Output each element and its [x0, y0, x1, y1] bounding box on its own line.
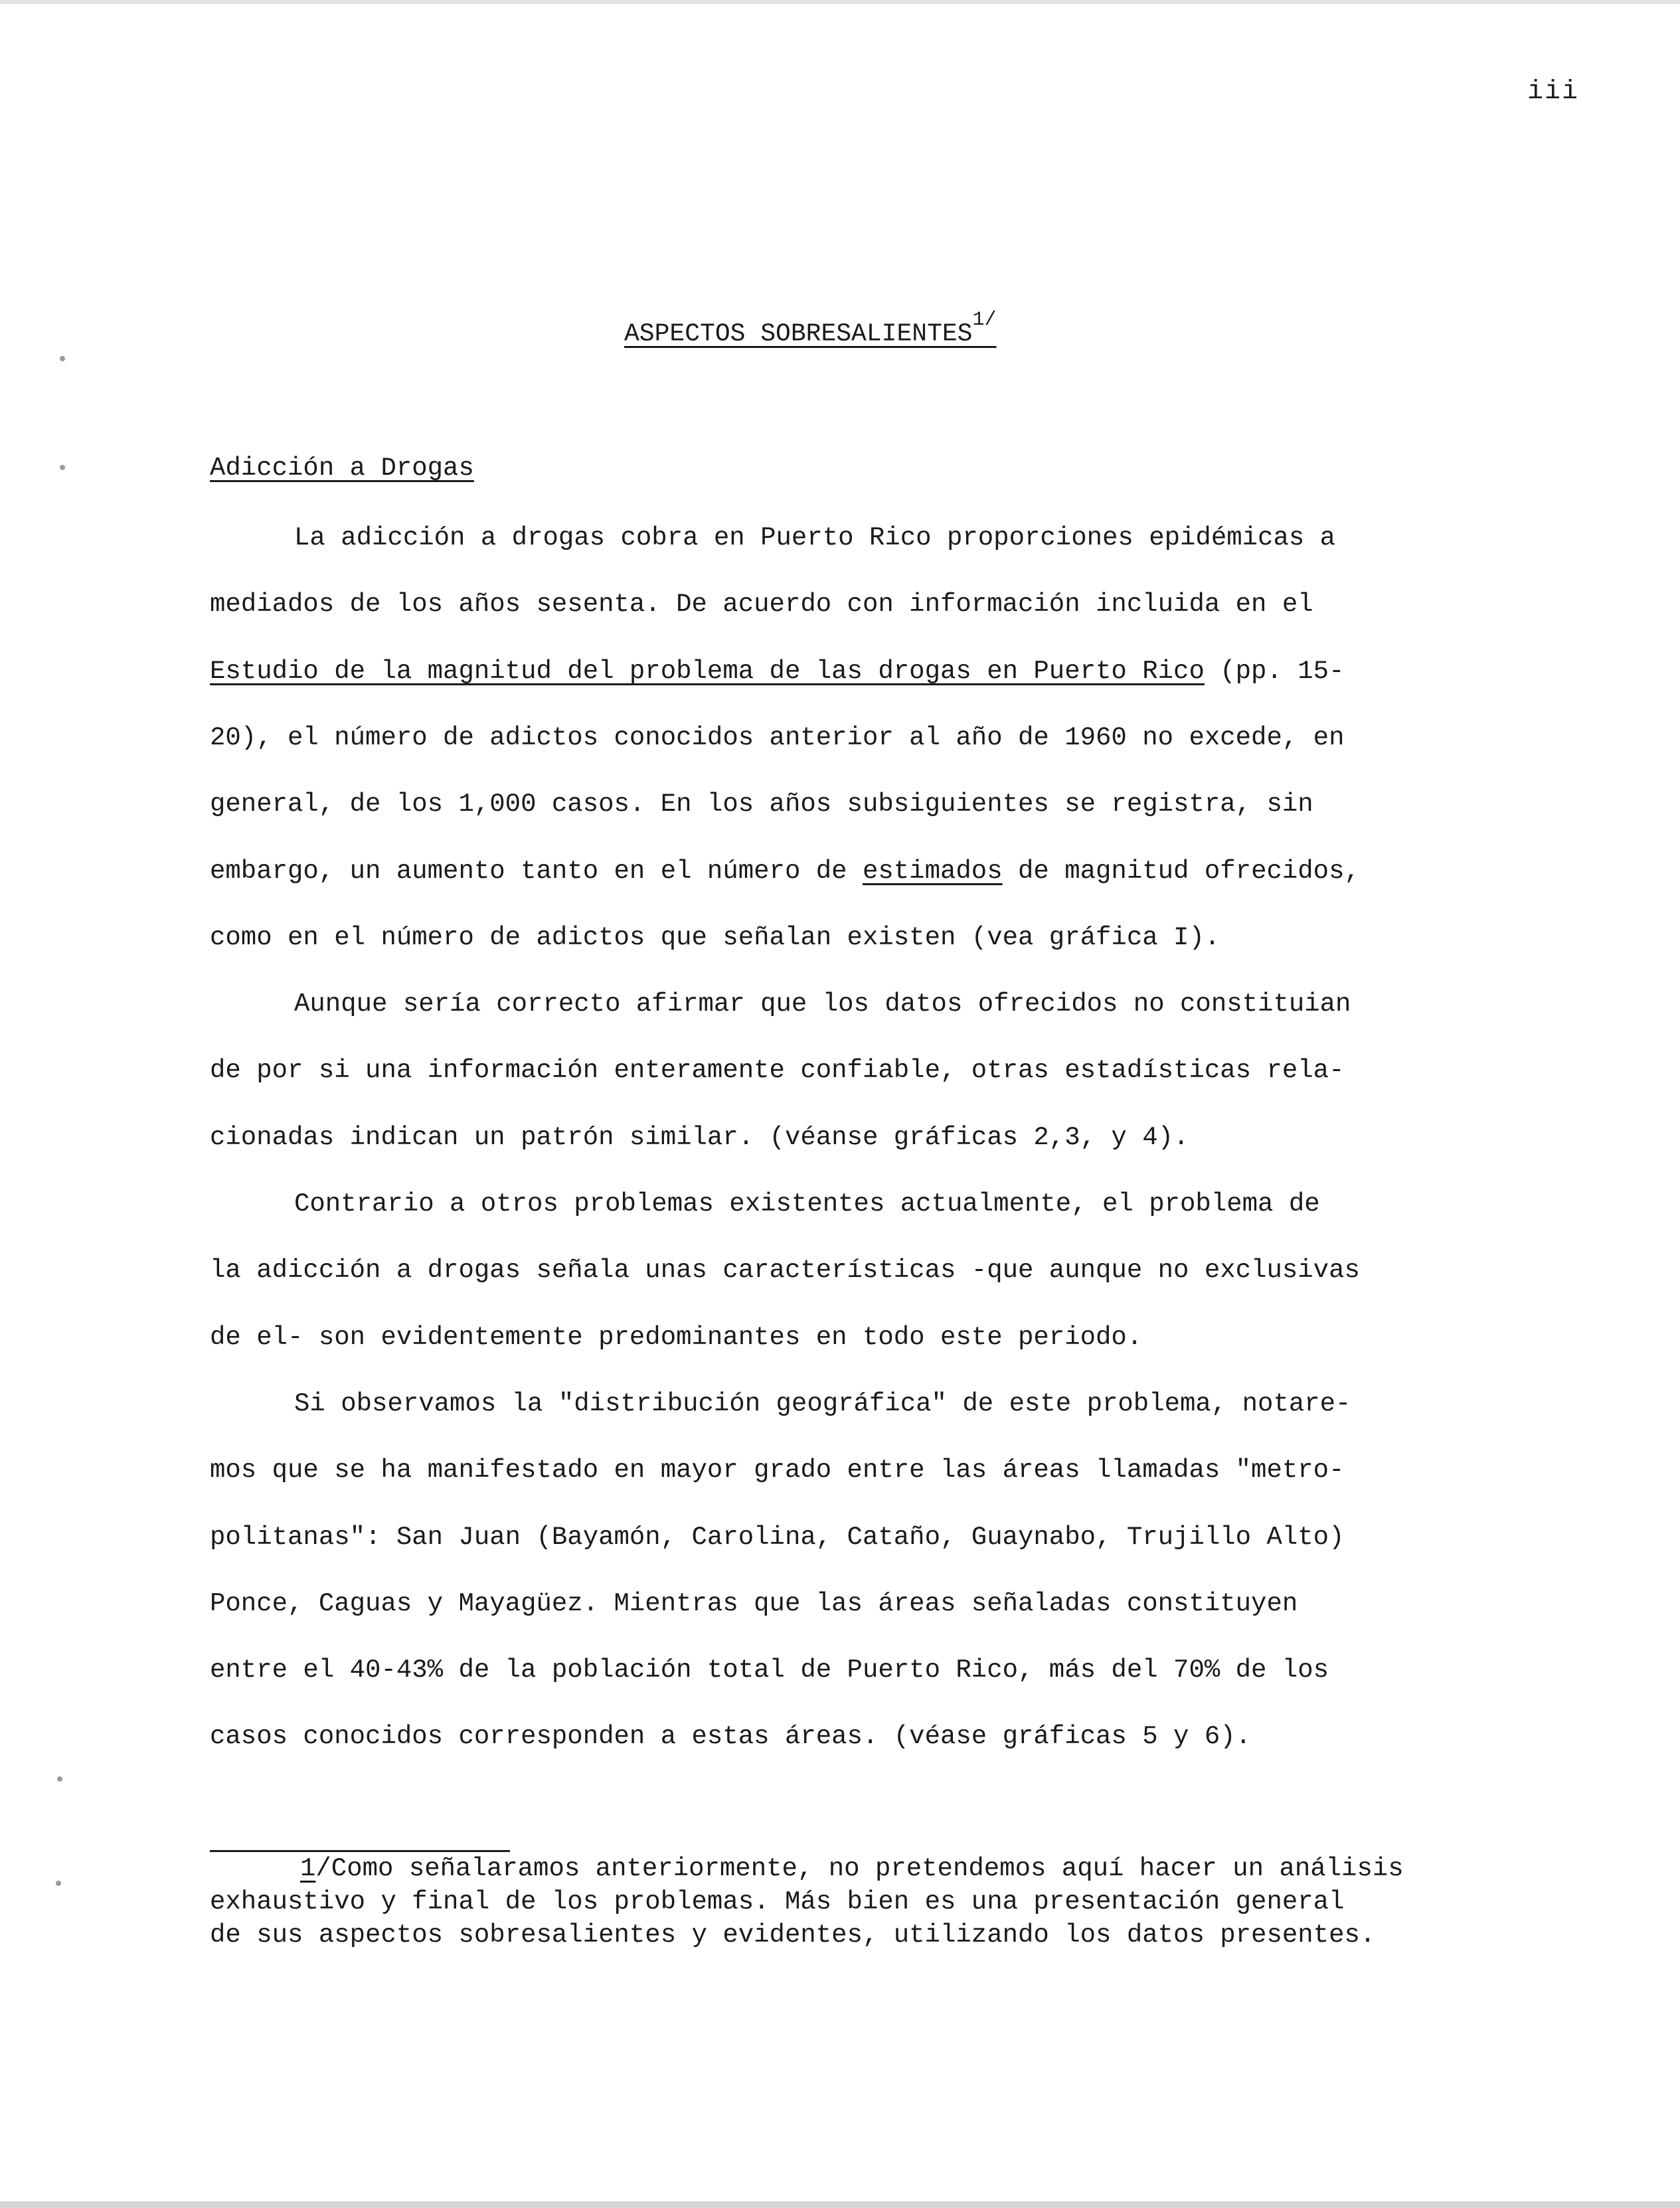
- footnote-line: de sus aspectos sobresalientes y evidentes, utilizando los datos presentes.: [210, 1920, 1376, 1950]
- section-heading: Adicción a Drogas: [210, 454, 474, 483]
- body-line: [210, 657, 1344, 686]
- body-line: [210, 723, 1344, 752]
- body-line-text: como en el número de adictos que señalan existen (vea gráfica I).: [210, 923, 1220, 952]
- body-line: [210, 1056, 1344, 1085]
- body-line-text: general, de los 1,000 casos. En los años subsiguientes se registra, sin: [210, 790, 1313, 819]
- page-number: iii: [1527, 77, 1579, 107]
- body-line-text: Aunque sería correcto afirmar que los datos ofrecidos no constituian: [294, 989, 1351, 1019]
- footnote-line-text: /Como señalaramos anteriormente, no pretendemos aquí hacer un análisis: [315, 1854, 1404, 1883]
- body-line-text: (pp. 15-: [1204, 657, 1345, 686]
- scan-speck: [60, 465, 65, 470]
- body-line-text: embargo, un aumento tanto en el número de: [210, 857, 863, 886]
- body-line: [294, 1389, 1351, 1418]
- page-bottom-edge: [0, 2201, 1680, 2208]
- page-title: [624, 309, 997, 349]
- body-line-text: de por si una información enteramente confiable, otras estadísticas rela-: [210, 1056, 1345, 1085]
- body-line: [294, 523, 1335, 552]
- body-line: [210, 1256, 1360, 1285]
- body-line: [210, 923, 1220, 952]
- footnote-mark: 1: [300, 1854, 316, 1883]
- scan-speck: [56, 1881, 61, 1886]
- body-line-text: entre el 40-43% de la población total de Puerto Rico, más del 70% de los: [210, 1656, 1329, 1685]
- body-line-text: casos conocidos corresponden a estas áreas. (véase gráficas 5 y 6).: [210, 1722, 1252, 1751]
- body-line: [210, 1456, 1344, 1485]
- body-line-text: politanas": San Juan (Bayamón, Carolina, Cataño, Guaynabo, Trujillo Alto): [210, 1523, 1345, 1552]
- body-line: [210, 1123, 1189, 1152]
- body-line-underlined-text: Estudio de la magnitud del problema de las drogas en Puerto Rico: [210, 657, 1205, 686]
- scan-speck: [60, 356, 65, 361]
- footnote-line: exhaustivo y final de los problemas. Más bien es una presentación general: [210, 1887, 1345, 1916]
- body-line-text: de magnitud ofrecidos,: [1002, 857, 1360, 886]
- body-line-text: Ponce, Caguas y Mayagüez. Mientras que las áreas señaladas constituyen: [210, 1589, 1298, 1618]
- body-line-text: mos que se ha manifestado en mayor grado entre las áreas llamadas "metro-: [210, 1456, 1345, 1485]
- body-line: [210, 590, 1313, 619]
- page-top-edge: [0, 0, 1680, 4]
- body-line: [210, 790, 1313, 819]
- body-line-text: Si observamos la "distribución geográfica" de este problema, notare-: [294, 1389, 1351, 1418]
- body-line: [210, 1656, 1329, 1685]
- body-line: [210, 1722, 1251, 1751]
- body-line-text: mediados de los años sesenta. De acuerdo con información incluida en el: [210, 590, 1313, 619]
- body-line-text: la adicción a drogas señala unas características -que aunque no exclusivas: [210, 1256, 1360, 1285]
- body-line-text: La adicción a drogas cobra en Puerto Rico proporciones epidémicas a: [294, 523, 1336, 552]
- body-line: [210, 857, 1360, 886]
- footnote-line: [300, 1854, 1404, 1883]
- body-line: [210, 1589, 1298, 1618]
- footnote-rule: [210, 1850, 510, 1852]
- scan-speck: [57, 1776, 62, 1782]
- body-line-text: 20), el número de adictos conocidos anterior al año de 1960 no excede, en: [210, 723, 1345, 752]
- body-line-underlined-text: estimados: [862, 857, 1003, 886]
- body-line-text: cionadas indican un patrón similar. (véanse gráficas 2,3, y 4).: [210, 1123, 1189, 1152]
- page-title-text: ASPECTOS SOBRESALIENTES: [624, 319, 973, 349]
- body-line: [210, 1323, 1142, 1352]
- body-line: [294, 1189, 1320, 1219]
- body-line-text: Contrario a otros problemas existentes actualmente, el problema de: [294, 1189, 1320, 1219]
- body-line: [210, 1523, 1344, 1552]
- body-line: [294, 989, 1351, 1019]
- body-line-text: de el- son evidentemente predominantes en todo este periodo.: [210, 1323, 1143, 1352]
- title-footnote-mark: 1/: [972, 309, 997, 331]
